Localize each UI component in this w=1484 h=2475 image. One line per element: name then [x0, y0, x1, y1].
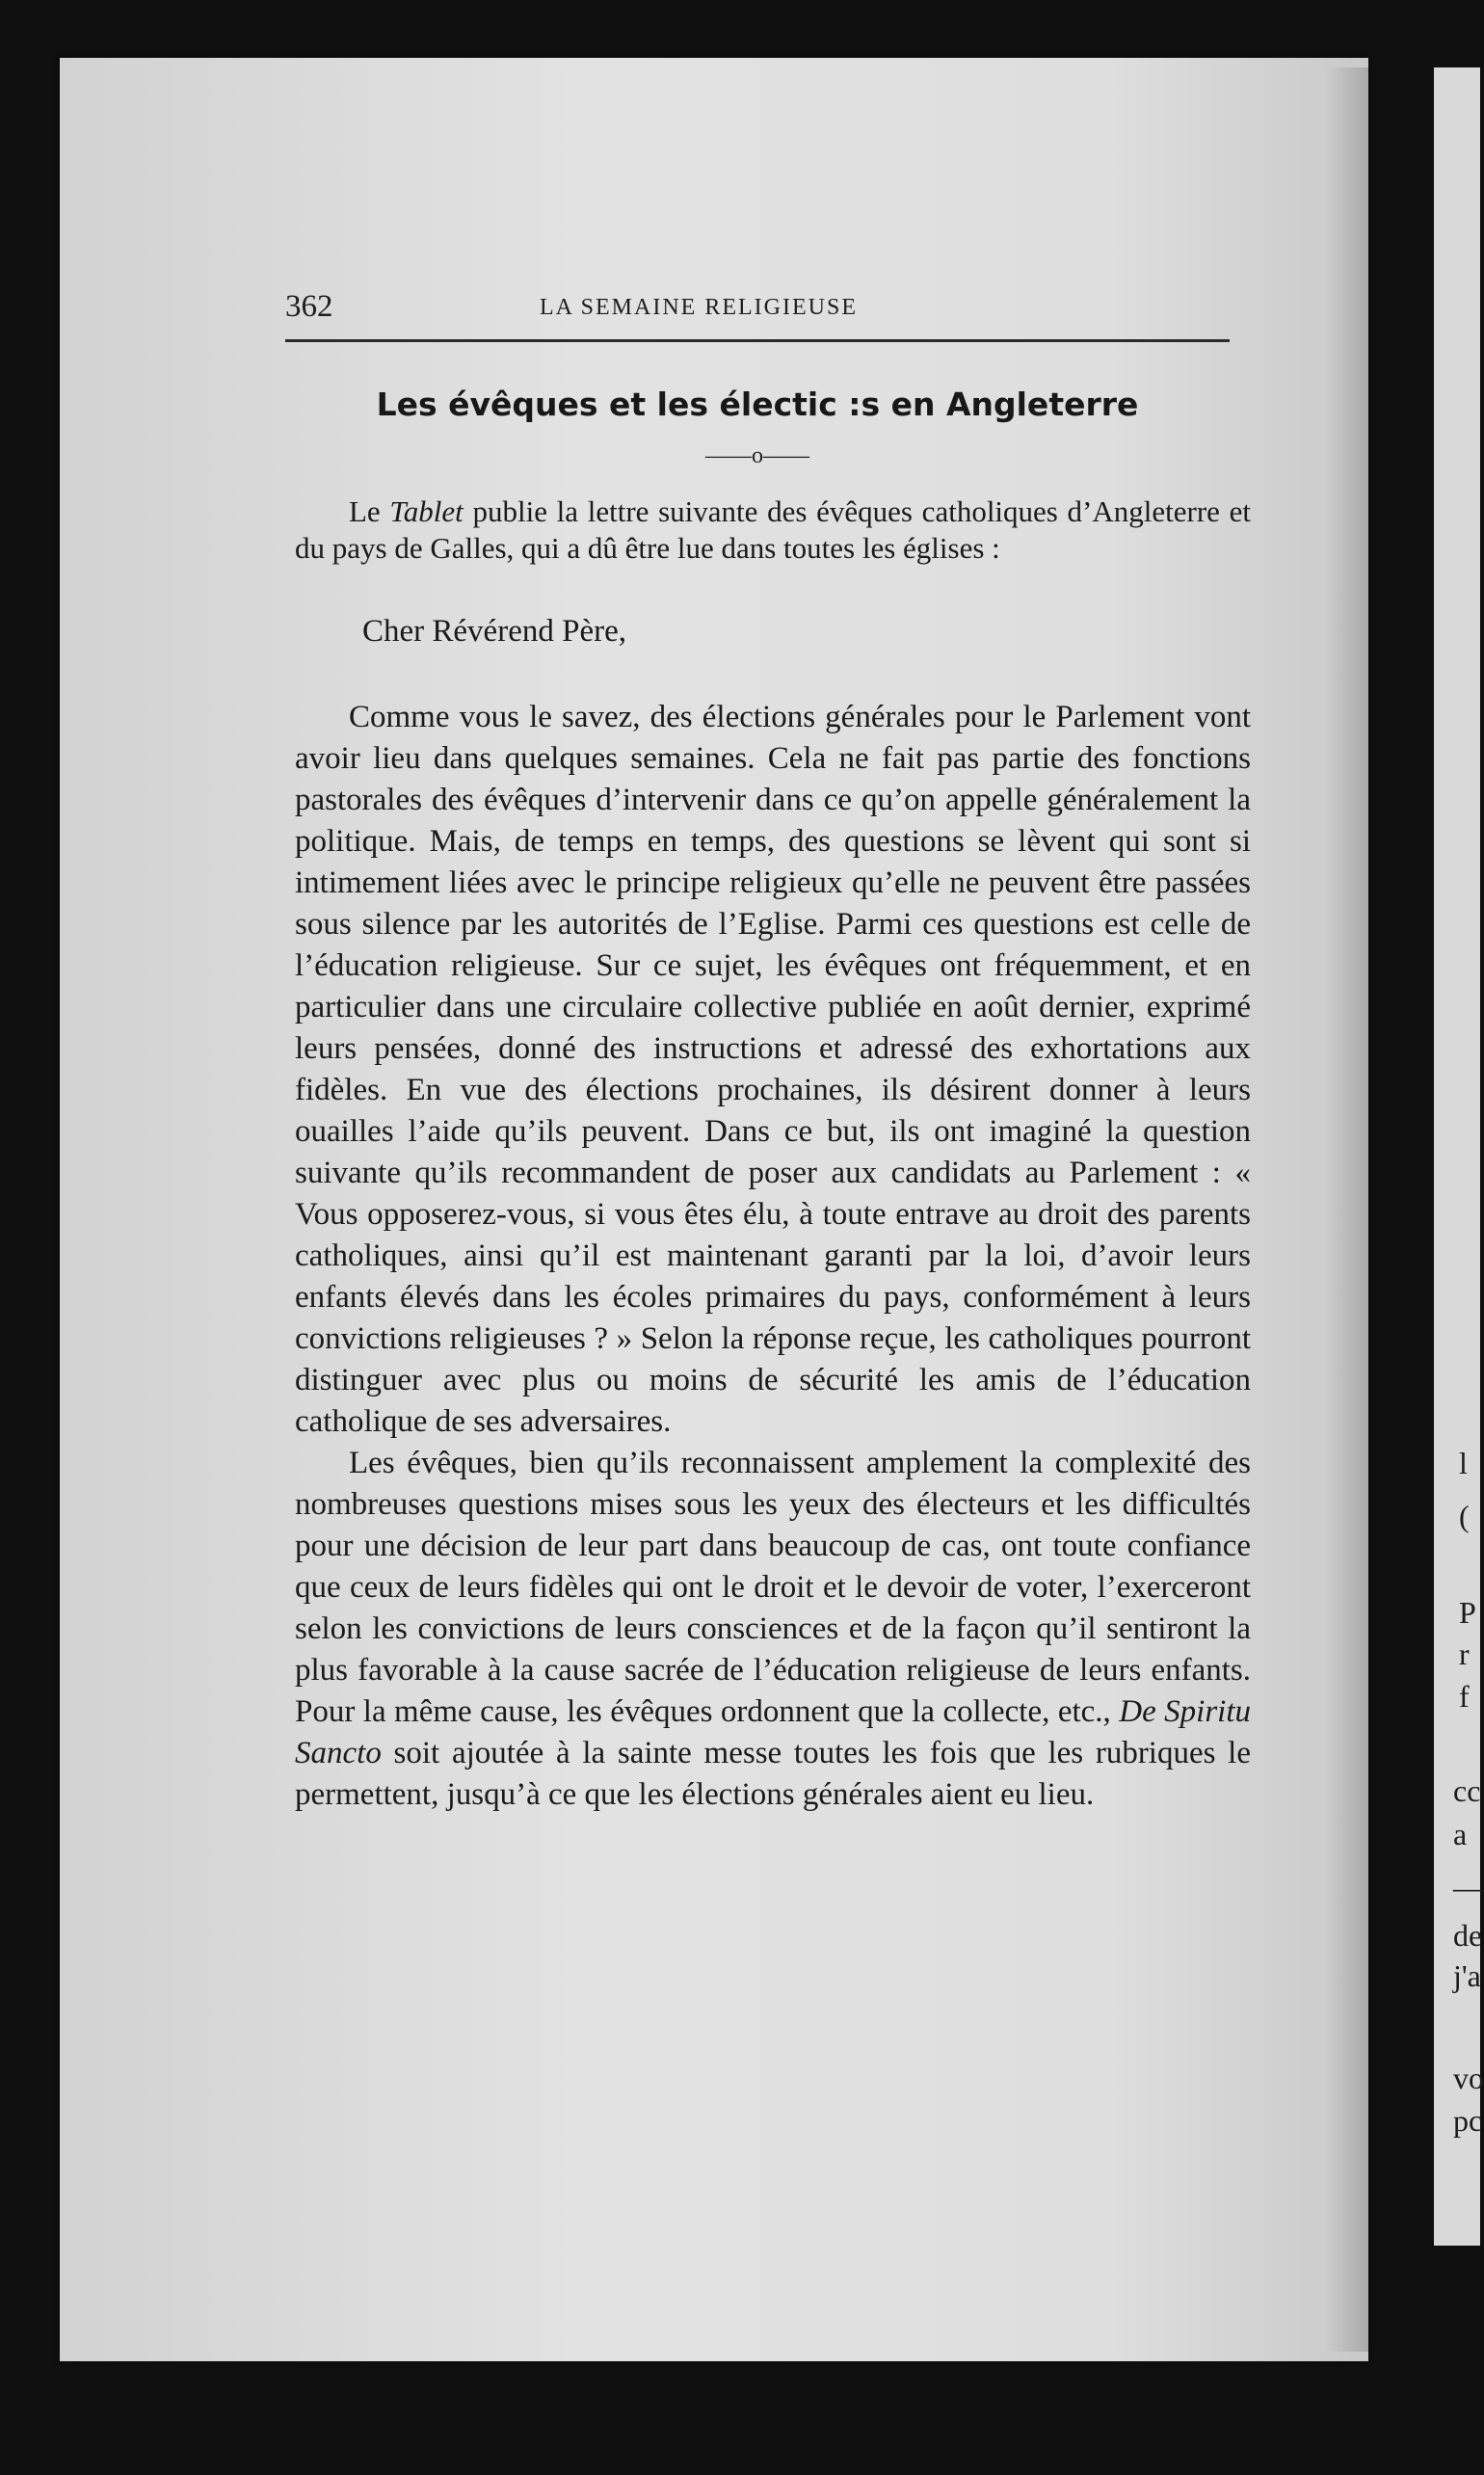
adjacent-page-strip	[1434, 67, 1484, 2246]
salutation: Cher Révérend Père,	[362, 614, 626, 649]
page-number: 362	[285, 289, 333, 324]
intro-text-post: publie la lettre suivante des évêques catholiques d’Angleterre et du pays de Galles, qui a dû être lue dans toutes les églises :	[295, 494, 1251, 565]
page-header	[285, 289, 1230, 333]
publication-name: Tablet	[389, 494, 464, 528]
page-edge	[1322, 67, 1368, 2352]
adjacent-fragment: de	[1453, 1918, 1483, 1953]
article-body	[295, 493, 1251, 1816]
adjacent-fragment: pc	[1453, 2103, 1483, 2138]
header-rule	[285, 339, 1230, 342]
article-title: Les évêques et les électic :s en Angleterre	[376, 386, 1139, 423]
letter-paragraph-2	[295, 1443, 1251, 1816]
adjacent-fragment: cc	[1453, 1773, 1481, 1808]
letter-paragraph-1: Comme vous le savez, des élections générales pour le Parlement vont avoir lieu dans quelques semaines. Cela ne fait pas partie des fonctions pastorales des évêques d’intervenir dans ce qu’on appelle généralement la politique. Mais, de temps en temps, des questions se lèvent qui sont si intimement liées avec le principe religieux qu’elle ne peuvent être passées sous silence par les autorités de l’Eglise. Parmi ces questions est celle de l’éducation religieuse. Sur ce sujet, les évêques ont fréquemment, et en particulier dans une circulaire collective publiée en août dernier, exprimé leurs pensées, donné des instructions et adressé des exhortations aux fidèles. En vue des élections prochaines, ils désirent donner à leurs ouailles l’aide qu’ils peuvent. Dans ce but, ils ont imaginé la question suivante qu’ils recommandent de poser aux candidats au Parlement : « Vous opposerez-vous, si vous êtes élu, à toute entrave au droit des parents catholiques, ainsi qu’il est maintenant garanti par la loi, d’avoir leurs enfants élevés dans les écoles primaires du pays, conformément à leurs convictions religieuses ? » Selon la réponse reçue, les catholiques pourront distinguer avec plus ou moins de sécurité les amis de l’éducation catholique de ses adversaires.	[295, 700, 1251, 1439]
adjacent-fragment: r	[1459, 1637, 1470, 1671]
paragraph-2-text-pre: Les évêques, bien qu’ils reconnaissent amplement la complexité des nombreuses questions mises sous les yeux des électeurs et les difficultés pour une décision de leur part dans beaucoup de cas, ont toute confiance que ceux de leurs fidèles qui ont le droit et le devoir de voter, l’exerceront selon les convictions de leurs consciences et de la façon qu’il sentiront la plus favorable à la cause sacrée de l’éducation religieuse de leurs enfants. Pour la même cause, les évêques ordonnent que la collecte, etc.,	[295, 1446, 1251, 1729]
intro-paragraph	[295, 493, 1251, 567]
adjacent-fragment: a	[1453, 1817, 1468, 1851]
adjacent-fragment: f	[1459, 1679, 1470, 1714]
adjacent-fragment: vo	[1453, 2061, 1484, 2095]
running-head: LA SEMAINE RELIGIEUSE	[540, 295, 858, 320]
paragraph-2-text-post: soit ajoutée à la sainte messe toutes les fois que les rubriques le permettent, jusqu’à ce que les élections générales aient eu lieu.	[295, 1736, 1251, 1812]
liturgical-phrase: De Spiritu Sancto	[295, 1694, 1252, 1770]
title-ornament: ——o——	[705, 443, 809, 468]
intro-text-pre: Le	[349, 494, 390, 528]
adjacent-fragment: —	[1453, 1870, 1484, 1904]
adjacent-fragment: P	[1459, 1595, 1476, 1630]
adjacent-fragment: l	[1459, 1446, 1468, 1480]
adjacent-fragment: (	[1459, 1499, 1470, 1533]
adjacent-fragment: j'a	[1453, 1958, 1481, 1993]
